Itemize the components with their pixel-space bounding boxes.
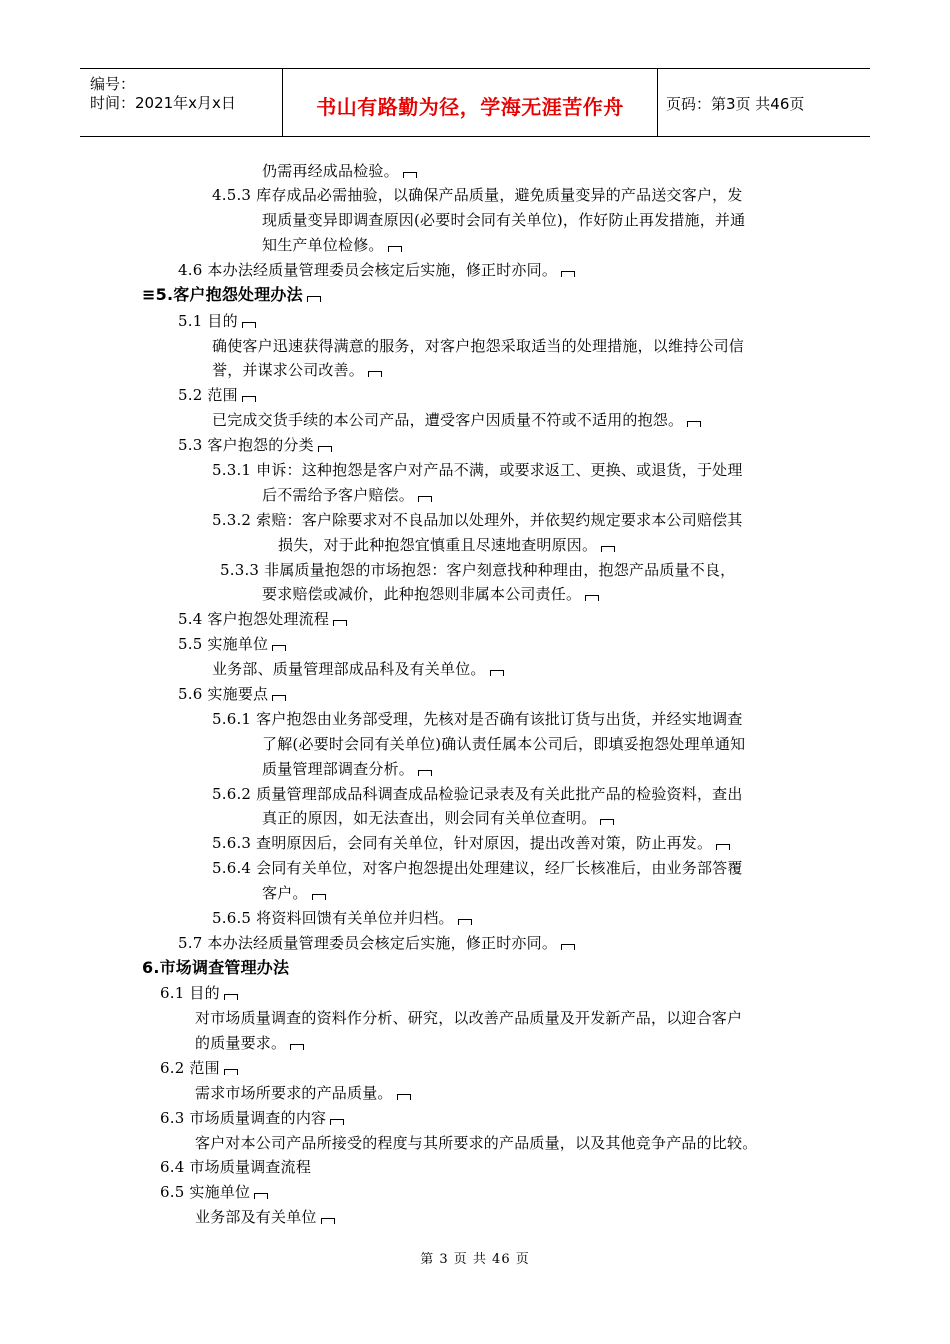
document-header xyxy=(80,68,870,137)
text-line: 质量管理部调查分析。 xyxy=(262,759,432,779)
text-line: 已完成交货手续的本公司产品，遭受客户因质量不符或不适用的抱怨。 xyxy=(212,410,701,430)
text-line: 6.3 市场质量调查的内容 xyxy=(160,1108,344,1128)
paragraph-mark-icon xyxy=(601,546,615,552)
text-line: 5.6.5 将资料回馈有关单位并归档。 xyxy=(212,908,472,928)
paragraph-mark-icon xyxy=(490,670,504,676)
paragraph-mark-icon xyxy=(333,620,347,626)
paragraph-mark-icon xyxy=(321,1218,335,1224)
paragraph-mark-icon xyxy=(403,172,417,178)
text-line: 的质量要求。 xyxy=(195,1033,304,1053)
paragraph-mark-icon xyxy=(561,271,575,277)
text-line: 要求赔偿或减价，此种抱怨则非属本公司责任。 xyxy=(262,584,599,604)
text-line: 誉，并谋求公司改善。 xyxy=(212,360,382,380)
header-right-cell xyxy=(658,69,870,136)
text-line: 后不需给予客户赔偿。 xyxy=(262,485,432,505)
text-line: 客户对本公司产品所接受的程度与其所要求的产品质量，以及其他竞争产品的比较。 xyxy=(195,1134,758,1152)
text-line: 仍需再经成品检验。 xyxy=(262,161,417,181)
paragraph-mark-icon xyxy=(600,819,614,825)
text-line: 5.4 客户抱怨处理流程 xyxy=(178,609,347,629)
text-line: 5.3.2 索赔：客户除要求对不良品加以处理外，并依契约规定要求本公司赔偿其 xyxy=(212,511,743,529)
paragraph-mark-icon xyxy=(397,1094,411,1100)
header-left-cell xyxy=(80,69,283,136)
section-heading: 6.市场调查管理办法 xyxy=(142,958,290,977)
text-line: 知生产单位检修。 xyxy=(262,235,402,255)
paragraph-mark-icon xyxy=(242,322,256,328)
page-footer: 第 3 页 共 46 页 xyxy=(420,1252,530,1267)
paragraph-mark-icon xyxy=(388,246,402,252)
text-line: 6.5 实施单位 xyxy=(160,1182,268,1202)
text-line: 业务部、质量管理部成品科及有关单位。 xyxy=(212,659,504,679)
text-line: 对市场质量调查的资料作分析、研究，以改善产品质量及开发新产品，以迎合客户 xyxy=(195,1009,743,1027)
text-line: 5.6.4 会同有关单位，对客户抱怨提出处理建议，经厂长核准后，由业务部答覆 xyxy=(212,859,743,877)
text-line: 5.2 范围 xyxy=(178,385,256,405)
paragraph-mark-icon xyxy=(561,944,575,950)
text-line: 4.6 本办法经质量管理委员会核定后实施，修正时亦同。 xyxy=(178,260,575,280)
paragraph-mark-icon xyxy=(272,695,286,701)
paragraph-mark-icon xyxy=(368,371,382,377)
paragraph-mark-icon xyxy=(687,421,701,427)
header-center-cell xyxy=(283,69,658,136)
text-line: 5.6 实施要点 xyxy=(178,684,286,704)
paragraph-mark-icon xyxy=(716,844,730,850)
paragraph-mark-icon xyxy=(318,446,332,452)
text-line: 5.3.1 申诉：这种抱怨是客户对产品不满，或要求返工、更换、或退货，于处理 xyxy=(212,461,743,479)
paragraph-mark-icon xyxy=(272,645,286,651)
text-line: 需求市场所要求的产品质量。 xyxy=(195,1083,411,1103)
paragraph-mark-icon xyxy=(312,894,326,900)
paragraph-mark-icon xyxy=(418,770,432,776)
paragraph-mark-icon xyxy=(585,595,599,601)
text-line: 5.6.1 客户抱怨由业务部受理，先核对是否确有该批订货与出货，并经实地调查 xyxy=(212,710,743,728)
paragraph-mark-icon xyxy=(254,1193,268,1199)
text-line: 损失，对于此种抱怨宜慎重且尽速地查明原因。 xyxy=(278,535,615,555)
text-line: 6.2 范围 xyxy=(160,1058,238,1078)
header-page-info: 页码：第3页 共46页 xyxy=(666,95,805,113)
text-line: 5.3.3 非属质量抱怨的市场抱怨：客户刻意找种种理由，抱怨产品质量不良， xyxy=(220,561,736,579)
paragraph-mark-icon xyxy=(224,1069,238,1075)
section-heading: ≡5.客户抱怨处理办法 xyxy=(142,285,321,305)
text-line: 4.5.3 库存成品必需抽验，以确保产品质量，避免质量变异的产品送交客户，发 xyxy=(212,186,743,204)
paragraph-mark-icon xyxy=(242,396,256,402)
paragraph-mark-icon xyxy=(330,1119,344,1125)
paragraph-mark-icon xyxy=(290,1044,304,1050)
text-line: 了解(必要时会同有关单位)确认责任属本公司后，即填妥抱怨处理单通知 xyxy=(262,735,746,753)
document-time-label: 时间：2021年x月x日 xyxy=(90,94,236,112)
text-line: 5.7 本办法经质量管理委员会核定后实施，修正时亦同。 xyxy=(178,933,575,953)
text-line: 5.3 客户抱怨的分类 xyxy=(178,435,332,455)
document-number-label: 编号： xyxy=(90,75,136,93)
text-line: 6.4 市场质量调查流程 xyxy=(160,1158,312,1176)
text-line: 6.1 目的 xyxy=(160,983,238,1003)
paragraph-mark-icon xyxy=(224,994,238,1000)
text-line: 确使客户迅速获得满意的服务，对客户抱怨采取适当的处理措施，以维持公司信 xyxy=(212,337,745,355)
paragraph-mark-icon xyxy=(458,919,472,925)
paragraph-mark-icon xyxy=(418,496,432,502)
text-line: 5.6.3 查明原因后，会同有关单位，针对原因，提出改善对策，防止再发。 xyxy=(212,833,730,853)
text-line: 真正的原因，如无法查出，则会同有关单位查明。 xyxy=(262,808,614,828)
text-line: 现质量变异即调查原因(必要时会同有关单位)，作好防止再发措施，并通 xyxy=(262,211,746,229)
text-line: 5.5 实施单位 xyxy=(178,634,286,654)
text-line: 5.6.2 质量管理部成品科调查成品检验记录表及有关此批产品的检验资料，查出 xyxy=(212,785,743,803)
text-line: 业务部及有关单位 xyxy=(195,1207,335,1227)
text-line: 客户。 xyxy=(262,883,326,903)
text-line: 5.1 目的 xyxy=(178,311,256,331)
header-motto: 书山有路勤为径，学海无涯苦作舟 xyxy=(316,95,624,119)
paragraph-mark-icon xyxy=(307,296,321,302)
